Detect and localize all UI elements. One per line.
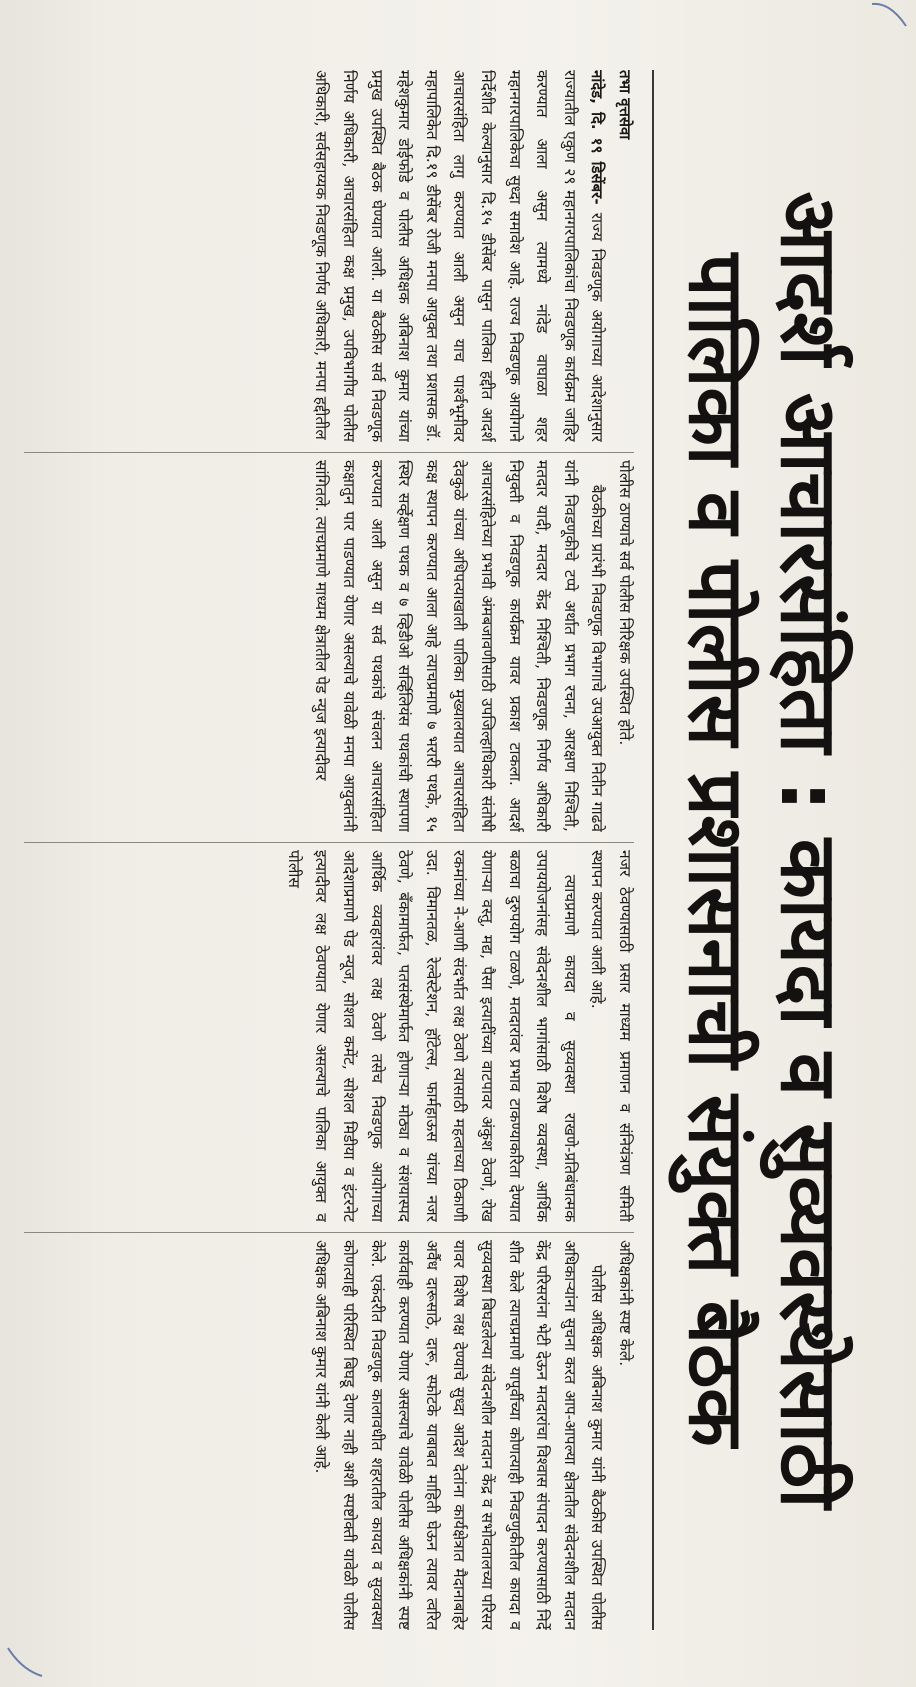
article-column-3 [20, 850, 638, 1222]
article-paragraph: नजर ठेवण्यासाठी प्रसार माध्यम प्रमाणन व संनियंत्रण समिती स्थापन करण्यात आली आहे. [588, 850, 634, 1222]
article-column-2 [20, 460, 638, 832]
article-paragraph: पोलीस अधिक्षक अबिनाश कुमार यांनी बैठकीस उपस्थित पोलीस अधिकाऱ्यांना सुचना करत आप-आपल्या क्षेत्रातील संवेदनशील मतदान केंद्र परिसरांना भेटी देऊन मतदारांचा विश्वास संपादन करण्यासाठी निर्दे शीत केले त्याचप्रमाणे यापूर्वीच्या कोणत्याही निवडणुकीतील कायदा व सुव्यवस्था बिघडलेल्या संवेदनशील मतदान केंद्र व सभोवतालच्या परिसर यावर विशेष लक्ष देण्याचे सुध्दा आदेश देतांना कार्यक्षेत्रात मैदानाबाहेर अर्वैध दारूसाठे, दारू, स्फोटके याबाबत माहिती घेऊन त्यावर त्वरित कार्यवाही करण्यात येणार असल्याचे यावेळी पोलीस अधिक्षकांनी स्पष्ट केले. एकंदरीत निवडणूक कालावधीत शहरातील कायदा व सुव्यवस्था कोणत्याही परिस्थित बिघडू देणार नाही अशी स्पष्टोक्ती यावेळी पोलीस अधिक्षक अबिनाश कुमार यांनी केली आहे. [312, 1240, 607, 1630]
article-paragraph: पोलीस ठाण्याचे सर्व पोलीस निरिक्षक उपस्थित होते. [616, 460, 634, 746]
column-divider [24, 452, 634, 453]
article-paragraph: बैठकीच्या प्रारंभी निवडणूक विभागाचे उपआयुक्त नितीन गाढवे यांनी निवडणूकीचे टप्पे अर्थात प्रभाग रचना, आरक्षण निश्चिती, मतदार यादी, मतदार केंद्र निश्चिती, निवडणूक निर्णय अधिकारी नियुक्ती व निवडणूक कार्यक्रम यावर प्रकाश टाकला. आदर्श आचारसंहितेच्या प्रभावी अंमबजावणीसाठी उपजिल्हाधिकारी संतोषी देवकुळे यांच्या अधिपत्याखाली पालिका मुख्यालयात आचारसंहिता कक्ष स्थापन करण्यात आला आहे त्याचप्रमाणे ७ भरारी पथके, १५ स्थिर सर्व्हेक्षण पथक व ७ व्हिडीओ सर्व्हिलियंस पथकांची स्थापणा करण्यात आली असुन या सर्व पथकांचे संचलन आचारसंहिता कक्षातुन पार पाडण्यात येणार असल्याचे यावेळी मनपा आयुक्तांनी सांगितले. त्याचप्रमाणे माध्यम क्षेत्रातील पेड न्युज इत्यादीवर [312, 460, 607, 832]
column-divider [24, 842, 634, 843]
article-column-4 [20, 1240, 638, 1630]
dateline: नांदेड, दि. १९ डिसेंबर- [588, 70, 607, 213]
headline-line-2: पालिका व पोलीस प्रशासनाची संयुक्त बैठक [672, 253, 761, 1447]
article-paragraph: अधिक्षकांनी स्पष्ट केले. [616, 1240, 634, 1367]
article-paragraph: राज्य निवडणूक अयोगाच्या आदेशानुसार राज्यातील एकुण २९ महानगरपालिकांचा निवडणूक कार्यक्रम जाहिर करण्यात आला असुन त्यामध्ये नांदेड वाघाळा शहर महानगरपालिकेचा सुध्दा समावेश आहे. राज्य निवडणूक आयोगाने निर्देशीत केल्यानुसार दि.१५ डीसेंबर पासुन पालिका हद्दीत आदर्श आचारसंहिता लागु करण्यात आली असुन याच पार्श्वभूमीवर महापालिकेत दि.१९ डीसेंबर रोजी मनपा आयुक्त तथा प्रशासक डॉ. महेशकुमार डोईफोडे व पोलीस अधिक्षक अबिनाश कुमार यांच्या प्रमुख उपस्थित बैठक घेण्यात आली. या बैठकीस सर्व निवडणूक निर्णय अधिकारी, आचारसंहिता कक्ष प्रमुख, उपविभागीय पोलीस अधिकारी, सर्वसहाय्यक निवडणूक निर्णय अधिकारी, मनपा हद्दीतील [312, 70, 607, 442]
headline-divider [652, 70, 654, 1630]
article-paragraph: त्याचप्रमाणे कायदा व सुव्यवस्था राखणे-प्रतिबंधात्मक उपाययोजनांसह संवेदनशील भागांसाठी विशेष व्यवस्था, आर्थिक बळाचा दुरुपयोग टाळणे, मतदारांवर प्रभाव टाकण्याकरिता देण्यात येणाऱ्या वस्तु, मद्य, पैसा इत्यादींच्या वाटपावर अंकुश ठेवणे, रोख रकमांच्या ने-आणी संदर्भात लक्ष ठेवणे त्यासाठी महत्वाच्या ठिकाणी उदा. विमानतळ, रेल्वेस्टेशन, हॉटेल्स, फार्महाऊस यांच्या नजर ठेवणे, बँकामार्फत, पतसंस्थेमार्फत होणाऱ्या मोठ्या व संशयास्पद आर्थिक व्यवहारांवर लक्ष ठेवणे तसेच निवडणूक आयोगाच्या आदेशाप्रमाणे पेड न्यूज, सोशल कमेंट, सोशल मिडीया व इंटरनेट इत्यादीवर लक्ष ठेवण्यात येणार असल्याचे पालिका आयुक्त व पोलीस [284, 850, 579, 1222]
headline-line-1: आदर्श आचारसंहिता : कायदा व सुव्यवस्थेसाठी [763, 191, 853, 1509]
article-column-1 [20, 70, 638, 442]
byline: तभा वृत्तसेवा [616, 70, 634, 140]
column-divider [24, 1232, 634, 1233]
